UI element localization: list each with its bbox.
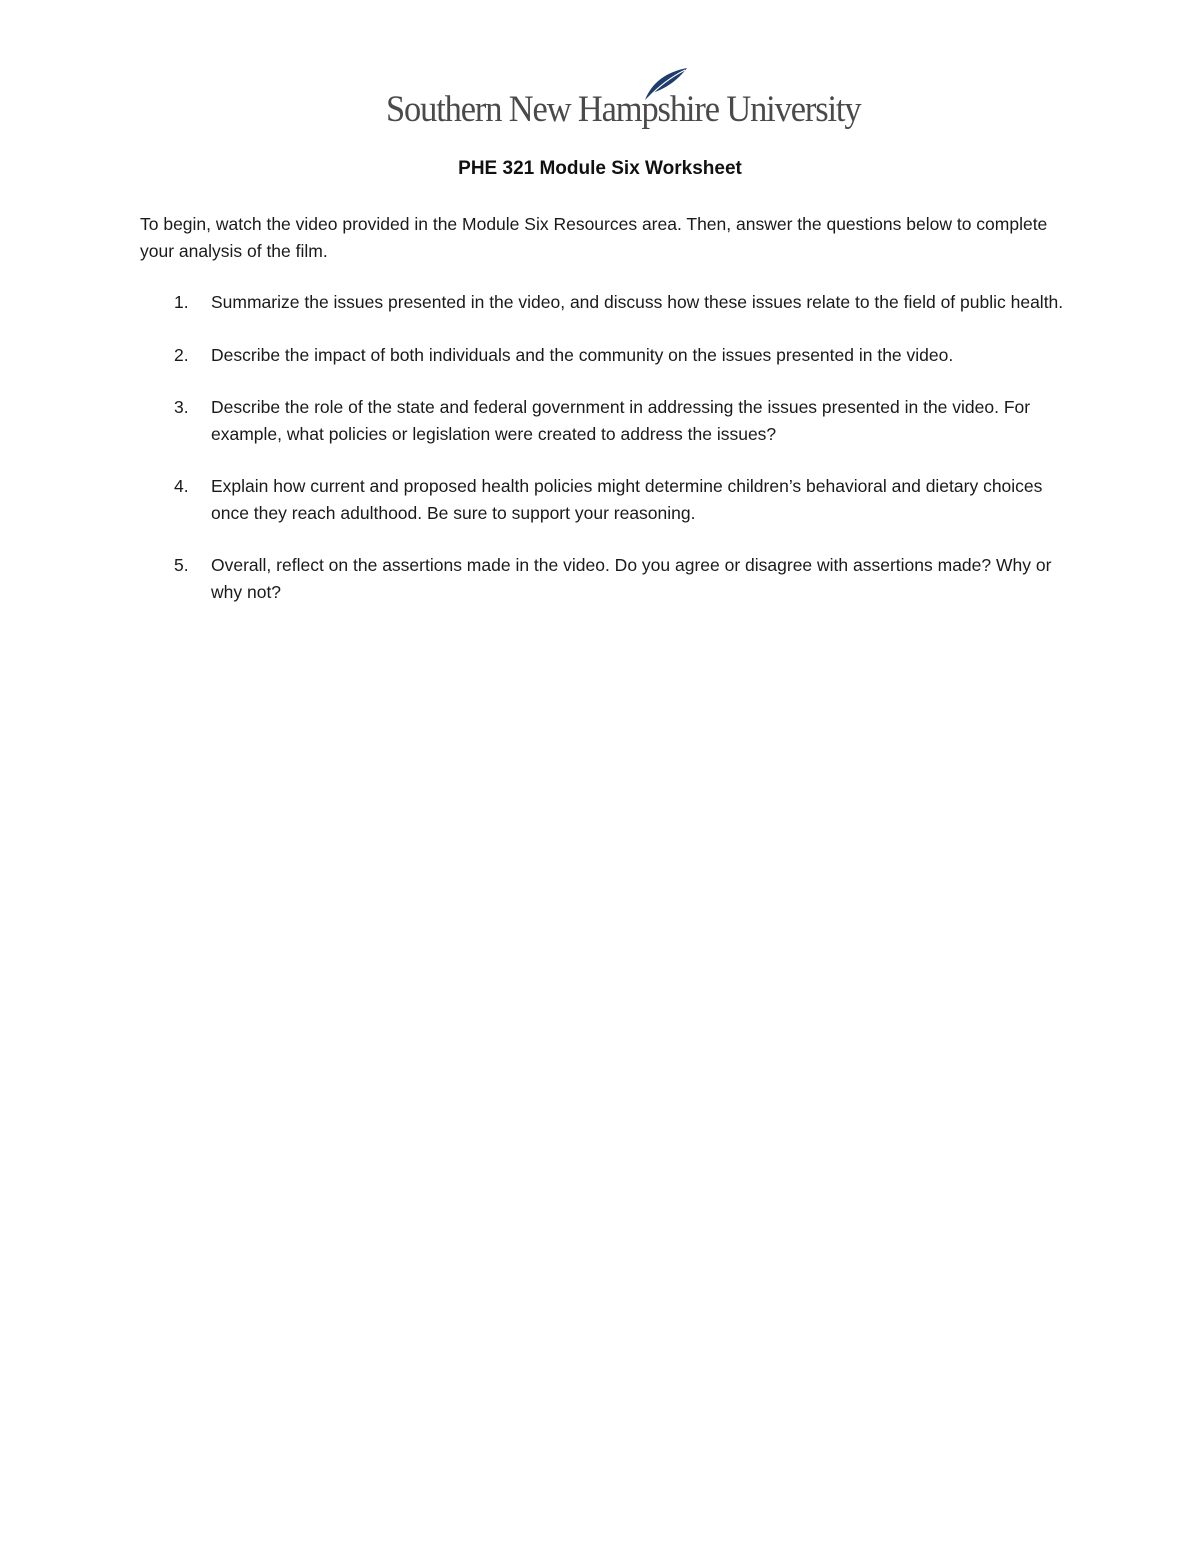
question-item bbox=[140, 552, 1070, 605]
question-item bbox=[140, 473, 1070, 526]
question-list bbox=[140, 289, 1070, 631]
question-text: Summarize the issues presented in the video, and discuss how these issues relate to the field of public health. bbox=[211, 292, 1064, 312]
question-number: 2. bbox=[174, 344, 189, 365]
question-number: 1. bbox=[174, 292, 189, 312]
intro-paragraph: To begin, watch the video provided in the Module Six Resources area. Then, answer the questions below to complete your analysis of the film. bbox=[140, 214, 1048, 261]
question-item bbox=[140, 289, 1070, 316]
question-text: Overall, reflect on the assertions made in the video. Do you agree or disagree with assertions made? Why or why not? bbox=[211, 555, 1052, 602]
logo-wordmark: Southern New Hampshire University bbox=[386, 89, 861, 130]
question-text: Describe the impact of both individuals and the community on the issues presented in the video. bbox=[211, 344, 954, 365]
question-text: Describe the role of the state and federal government in addressing the issues presented in the video. For example, what policies or legislation were created to address the issues? bbox=[211, 397, 1031, 444]
question-item bbox=[140, 342, 1070, 369]
page-title: PHE 321 Module Six Worksheet bbox=[458, 158, 742, 179]
question-number: 3. bbox=[174, 397, 189, 417]
question-number: 5. bbox=[174, 555, 189, 575]
question-item bbox=[140, 394, 1070, 447]
question-text: Explain how current and proposed health policies might determine children’s behavioral and dietary choices once they reach adulthood. Be sure to support your reasoning. bbox=[211, 476, 1043, 523]
question-number: 4. bbox=[174, 476, 189, 496]
university-logo bbox=[386, 66, 861, 138]
